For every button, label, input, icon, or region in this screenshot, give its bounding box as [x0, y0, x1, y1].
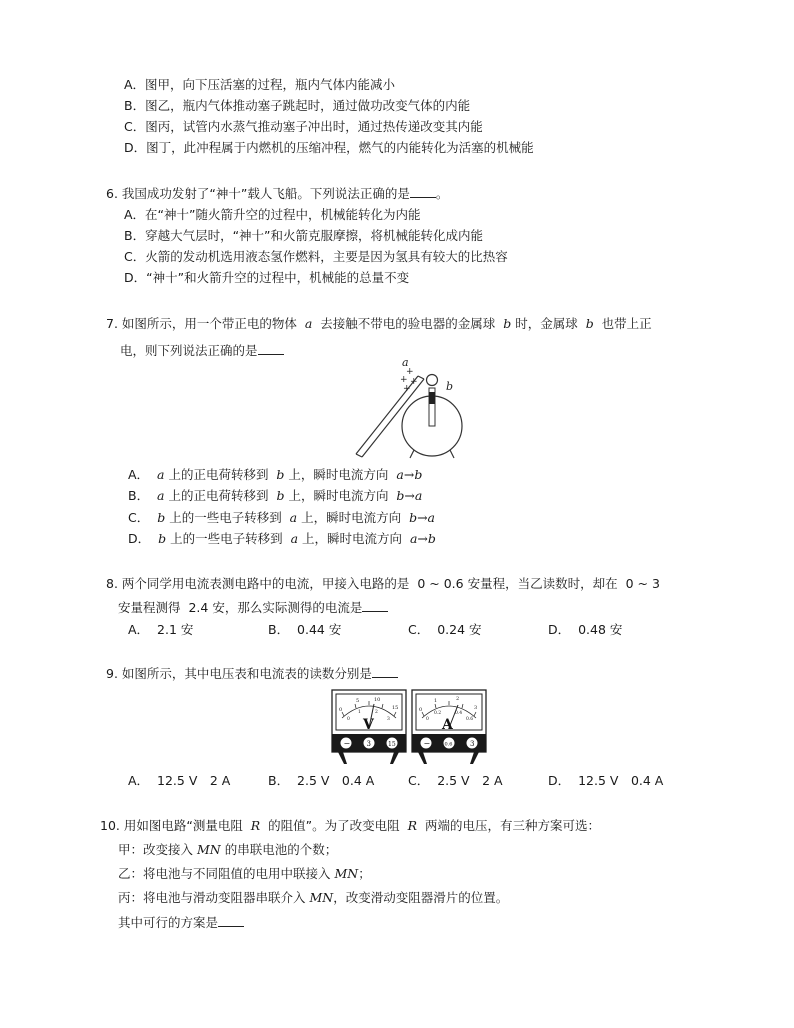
q7-stem-line2 — [120, 342, 284, 359]
ammeter-tick-inner: 0.6 — [466, 717, 474, 722]
ammeter-tick-inner: 0.2 — [434, 711, 442, 716]
var-R: R — [250, 818, 261, 833]
option-text: 上的一些电子转移到 — [170, 531, 283, 546]
q10-line-part: 的串联电池的个数； — [224, 842, 338, 857]
q10-stem-part: 10. 用如图电路“测量电阻 — [100, 818, 243, 833]
metal-ball — [427, 375, 438, 386]
option-text: 上，瞬时电流方向 — [288, 488, 389, 503]
q7-option-c — [128, 510, 435, 526]
q6-option-d: D．“神十”和火箭升空的过程中，机械能的总量不变 — [124, 270, 410, 285]
option-text: 上的一些电子转移到 — [169, 510, 282, 525]
option-text: 上，瞬时电流方向 — [301, 510, 402, 525]
voltmeter — [332, 690, 406, 764]
var-b: b — [585, 316, 594, 331]
charged-rod — [356, 376, 424, 457]
var-MN: MN — [197, 842, 221, 857]
option-letter: A． — [128, 622, 150, 637]
answer-blank — [218, 914, 244, 927]
q9-stem-text: 9. 如图所示，其中电压表和电流表的读数分别是 — [106, 666, 372, 681]
terminal-label: 0.6 — [444, 741, 453, 748]
option-letter: B． — [128, 488, 150, 503]
ammeter-tick-inner: 0 — [426, 717, 429, 722]
ammeter-tick: 2 — [456, 696, 460, 702]
plus-charge: + — [403, 384, 411, 394]
voltmeter-symbol: V — [363, 717, 374, 733]
q7-stem-part: 时，金属球 — [515, 316, 578, 331]
ammeter-tick: 1 — [434, 698, 438, 704]
terminal-label: 15 — [388, 741, 396, 748]
q5-option-c: C．图丙，试管内水蒸气推动塞子冲出时，通过热传递改变其内能 — [124, 119, 483, 134]
option-var: b — [276, 488, 285, 503]
ball-label-b: b — [446, 380, 454, 393]
q6-stem — [106, 185, 448, 202]
option-letter: D． — [548, 622, 571, 637]
option-text: 上的正电荷转移到 — [168, 467, 269, 482]
q10-stem — [100, 818, 600, 834]
terminal-label: 3 — [366, 740, 371, 748]
q5-option-a: A．图甲，向下压活塞的过程，瓶内气体内能减小 — [124, 77, 396, 92]
q7-stem-part: 也带上正 — [601, 316, 652, 331]
option-value: 12.5 V 2 A — [157, 773, 231, 788]
answer-blank — [258, 342, 284, 355]
option-var: b — [157, 510, 166, 525]
q8-option-b — [268, 622, 341, 638]
ammeter — [412, 690, 486, 764]
current-direction: a→b — [409, 531, 436, 546]
q7-option-b — [128, 488, 422, 504]
plus-charge: + — [400, 375, 408, 385]
q8-stem-line2 — [118, 599, 388, 616]
option-text: 上，瞬时电流方向 — [302, 531, 403, 546]
option-value: 12.5 V 0.4 A — [578, 773, 664, 788]
q10-plan-jia — [118, 842, 337, 858]
plus-charge: + — [406, 367, 414, 377]
q7-option-d — [128, 531, 436, 547]
q10-stem-part: 的阻值”。为了改变电阻 — [268, 818, 400, 833]
range-value: 0 ~ 0.6 — [417, 576, 464, 591]
q7-stem-part: 7. 如图所示，用一个带正电的物体 — [106, 316, 297, 331]
option-value: 2.5 V 0.4 A — [297, 773, 375, 788]
option-letter: B． — [268, 773, 290, 788]
var-R: R — [407, 818, 418, 833]
option-letter: D． — [128, 531, 151, 546]
terminal-label: − — [343, 739, 351, 748]
voltmeter-tick: 0 — [339, 707, 343, 713]
voltmeter-tick: 10 — [374, 697, 381, 703]
q7-option-a — [128, 467, 422, 483]
option-var: a — [157, 467, 165, 482]
option-var: a — [157, 488, 165, 503]
option-var: b — [276, 467, 285, 482]
q6-option-c: C．火箭的发动机选用液态氢作燃料，主要是因为氢具有较大的比热容 — [124, 249, 508, 264]
option-var: a — [290, 531, 299, 546]
voltmeter-tick-inner: 3 — [387, 717, 390, 722]
q7-stem-part: 去接触不带电的验电器的金属球 — [320, 316, 496, 331]
q8-stem-part: 安量程，当乙读数时，却在 — [467, 576, 618, 591]
ammeter-tick: 3 — [474, 705, 478, 711]
option-text: 上的正电荷转移到 — [168, 488, 269, 503]
option-letter: C． — [408, 622, 430, 637]
option-value: 2.5 V 2 A — [437, 773, 503, 788]
ammeter-tick-inner: 0.4 — [455, 711, 463, 716]
q6-stem-end: 。 — [435, 186, 449, 201]
option-value: 0.48 安 — [578, 622, 623, 637]
voltmeter-tick-inner: 0 — [347, 717, 350, 722]
reading-value: 2.4 — [188, 600, 209, 615]
option-letter: C． — [128, 510, 150, 525]
q8-option-d — [548, 622, 622, 638]
q6-stem-text: 6. 我国成功发射了“神十”载人飞船。下列说法正确的是 — [106, 186, 410, 201]
q10-question — [118, 914, 244, 931]
answer-blank — [372, 665, 398, 678]
answer-blank — [410, 185, 436, 198]
q10-line-part: 丙：将电池与滑动变阻器串联介入 — [118, 890, 306, 905]
q7-stem-part: 电，则下列说法正确的是 — [120, 343, 258, 358]
var-MN: MN — [334, 866, 359, 881]
q8-stem-line1 — [106, 576, 660, 592]
q8-option-a — [128, 622, 193, 638]
voltmeter-tick-inner: 1 — [358, 710, 361, 715]
rod-label-a: a — [402, 356, 409, 369]
option-value: 0.24 安 — [437, 622, 482, 637]
q10-plan-yi — [118, 866, 371, 882]
q10-stem-part: 两端的电压，有三种方案可选： — [424, 818, 600, 833]
q10-line-part: 其中可行的方案是 — [118, 915, 219, 930]
q9-option-c — [408, 773, 503, 789]
q8-stem-part: 安量程测得 — [118, 600, 181, 615]
var-MN: MN — [309, 890, 334, 905]
q5-option-d: D．图丁，此冲程属于内燃机的压缩冲程，燃气的内能转化为活塞的机械能 — [124, 140, 534, 155]
q10-plan-bing — [118, 890, 508, 906]
current-direction: a→b — [396, 467, 423, 482]
terminal-label: 3 — [470, 740, 475, 748]
current-direction: b→a — [409, 510, 435, 525]
q9-stem — [106, 665, 398, 682]
terminal-label: − — [423, 739, 431, 748]
q5-option-b: B．图乙，瓶内气体推动塞子跳起时，通过做功改变气体的内能 — [124, 98, 471, 113]
q10-line-part: ，改变滑动变阻器滑片的位置。 — [333, 890, 509, 905]
q8-option-c — [408, 622, 482, 638]
q9-option-d — [548, 773, 663, 789]
option-value: 2.1 安 — [157, 622, 194, 637]
meters-figure — [330, 688, 490, 766]
option-letter: A． — [128, 773, 150, 788]
range-value: 0 ~ 3 — [625, 576, 660, 591]
option-var: a — [289, 510, 298, 525]
var-b: b — [503, 316, 512, 331]
var-a: a — [304, 316, 313, 331]
current-direction: b→a — [396, 488, 423, 503]
answer-blank — [362, 599, 388, 612]
option-var: b — [158, 531, 167, 546]
q10-line-part: 甲：改变接入 — [118, 842, 194, 857]
q10-line-part: 乙：将电池与不同阻值的电用中联接入 — [118, 866, 331, 881]
option-letter: C． — [408, 773, 430, 788]
option-text: 上，瞬时电流方向 — [288, 467, 389, 482]
q9-option-b — [268, 773, 374, 789]
electroscope-figure — [340, 354, 480, 460]
q9-option-a — [128, 773, 230, 789]
option-letter: A． — [128, 467, 150, 482]
option-letter: B． — [268, 622, 290, 637]
voltmeter-tick: 5 — [356, 698, 360, 704]
option-value: 0.44 安 — [297, 622, 342, 637]
option-letter: D． — [548, 773, 571, 788]
plus-charge: + — [410, 377, 418, 387]
voltmeter-tick: 15 — [392, 705, 399, 711]
ammeter-symbol: A — [442, 717, 453, 733]
q10-line-part: ； — [358, 866, 371, 881]
q6-option-a: A．在“神十”随火箭升空的过程中，机械能转化为内能 — [124, 207, 421, 222]
q8-stem-part: 8. 两个同学用电流表测电路中的电流，甲接入电路的是 — [106, 576, 410, 591]
q8-stem-part: 安，那么实际测得的电流是 — [212, 600, 363, 615]
ammeter-tick: 0 — [419, 707, 423, 713]
q7-stem-line1 — [106, 316, 652, 332]
voltmeter-tick-inner: 2 — [375, 710, 378, 715]
q6-option-b: B．穿越大气层时，“神十”和火箭克服摩擦，将机械能转化成内能 — [124, 228, 484, 243]
